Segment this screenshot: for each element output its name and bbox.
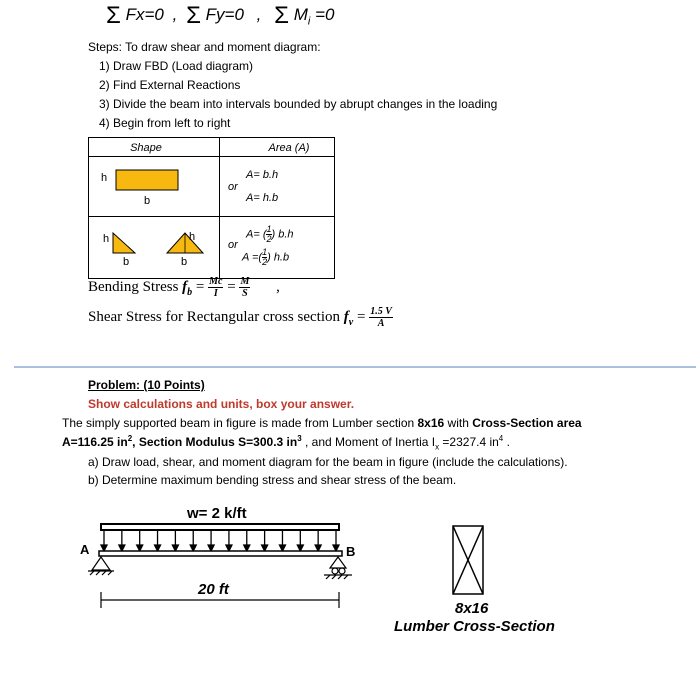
tri-or-label: or — [228, 239, 238, 251]
problem-line-1: The simply supported beam in figure is made from Lumber section 8x16 with Cross-Section area — [62, 416, 582, 430]
tri-area-formula-2: A =( $\frac{1}{2}$ ) h.b — [242, 247, 290, 267]
shear-stress-formula: Shear Stress for Rectangular cross section $f_v$ = $\frac{1.5 V}{A}$ — [88, 306, 392, 329]
beam — [99, 551, 342, 556]
load-arrow-head — [297, 545, 303, 551]
steps-heading: Steps: To draw shear and moment diagram: — [88, 40, 321, 54]
fx-equation: Fx=0 — [125, 5, 164, 24]
load-arrow-head — [279, 545, 285, 551]
rect-area-formula-2: A= h.b — [246, 192, 279, 204]
load-arrow-head — [101, 545, 107, 551]
load-label: w= 2 k/ft — [187, 505, 247, 522]
comma: , — [256, 5, 262, 24]
triangle-shape-cell — [89, 217, 220, 279]
moment-equation: =0 — [315, 5, 335, 24]
pin-support-a — [88, 557, 114, 575]
distributed-load-box — [101, 524, 339, 530]
moment-subscript: i — [307, 15, 311, 28]
load-arrow-head — [190, 545, 196, 551]
load-arrow-head — [315, 545, 321, 551]
load-arrow-head — [119, 545, 125, 551]
step-item: 3) Divide the beam into intervals bounded by abrupt changes in the loading — [99, 97, 498, 111]
bending-stress-formula: Bending Stress $f_b$ = $\frac{Mc}{I}$ = $\frac{M}{S}$ , — [88, 276, 280, 299]
load-arrow-head — [208, 545, 214, 551]
rect-area-formula-1: A= b.h — [246, 169, 279, 181]
triangle-area-cell — [220, 217, 335, 279]
load-arrow-head — [226, 545, 232, 551]
tri1-base-label: b — [123, 256, 130, 268]
tri-area-formula-1: A= ( $\frac{1}{2}$ ) b.h — [246, 224, 294, 244]
problem-part-a: a) Draw load, shear, and moment diagram for the beam in figure (include the calculations). — [88, 455, 568, 469]
sigma-symbol: Σ — [186, 2, 201, 29]
lumber-cross-section — [453, 526, 483, 594]
right-triangle — [113, 233, 135, 253]
step-item: 1) Draw FBD (Load diagram) — [99, 59, 254, 73]
rect-base-label: b — [144, 195, 151, 207]
load-arrows — [101, 530, 339, 551]
roller-support-b — [324, 557, 352, 579]
support-a-label: A — [80, 542, 90, 557]
rectangle-shape-cell — [89, 157, 220, 217]
rectangle-fill — [116, 170, 178, 190]
table-header-area: Area (A) — [220, 138, 335, 157]
triangle-shapes-icon — [89, 217, 219, 273]
rectangle-shape-icon — [89, 157, 219, 211]
sigma-symbol: Σ — [106, 2, 121, 29]
rect-height-label: h — [101, 172, 108, 184]
sigma-symbol: Σ — [274, 2, 289, 29]
problem-title: Problem: (10 Points) — [88, 378, 205, 392]
tri2-height-label: h — [189, 231, 196, 243]
problem-part-b: b) Determine maximum bending stress and shear stress of the beam. — [88, 473, 457, 487]
section-name: 8x16 — [455, 600, 489, 617]
equilibrium-equations — [106, 2, 334, 30]
load-arrow-head — [172, 545, 178, 551]
rectangle-area-cell — [220, 157, 335, 217]
support-b-label: B — [346, 544, 356, 559]
comma: , — [172, 5, 178, 24]
tri2-base-label: b — [181, 256, 188, 268]
problem-instruction: Show calculations and units, box your answer. — [88, 397, 355, 411]
step-item: 2) Find External Reactions — [99, 78, 241, 92]
fy-equation: Fy=0 — [205, 5, 244, 24]
tri1-height-label: h — [103, 233, 110, 245]
section-caption: Lumber Cross-Section — [394, 618, 555, 635]
shape-area-table — [88, 137, 335, 279]
step-item: 4) Begin from left to right — [99, 116, 231, 130]
section-divider — [14, 366, 696, 368]
load-arrow-head — [244, 545, 250, 551]
load-arrow-head — [155, 545, 161, 551]
problem-line-2: A=116.25 $in^2$, Section Modulus S=300.3 $in^3$ , and Moment of Inertia $I_x =2327.4$ $in^4$ . — [62, 434, 510, 452]
table-header-shape: Shape — [89, 138, 220, 157]
rect-or-label: or — [228, 181, 238, 193]
load-arrow-head — [333, 545, 339, 551]
span-label: 20 ft — [198, 581, 229, 598]
moment-symbol: M — [293, 5, 308, 24]
load-arrow-head — [262, 545, 268, 551]
load-arrow-head — [137, 545, 143, 551]
